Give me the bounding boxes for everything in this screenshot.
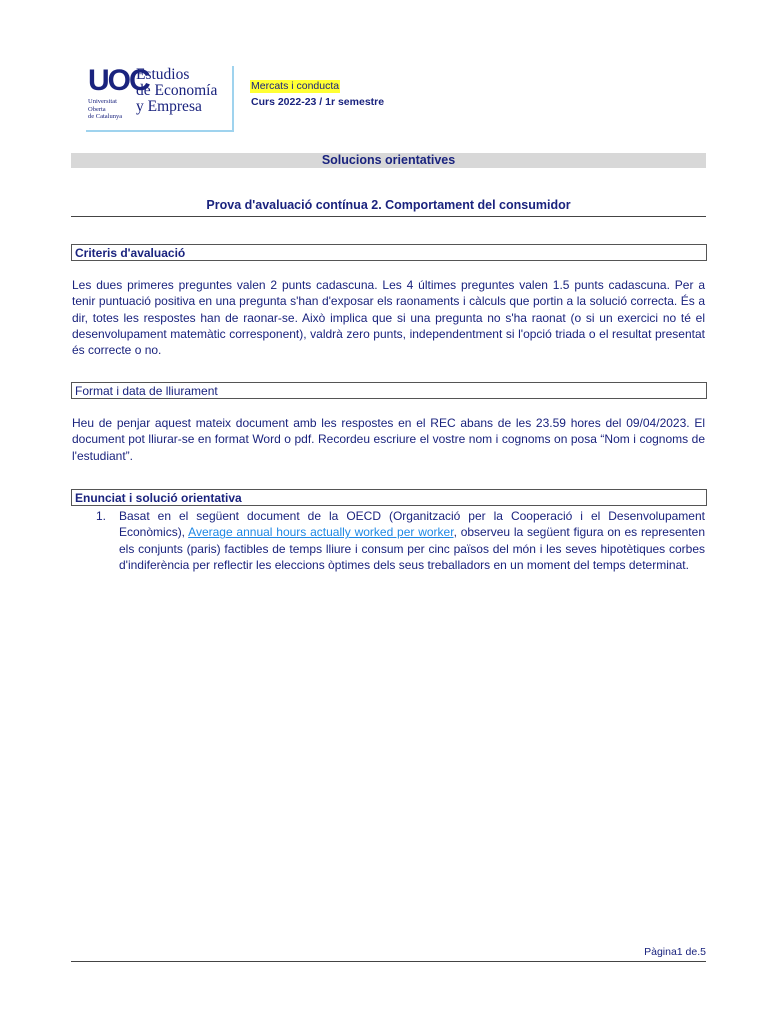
page-number: Pàgina1 de.5 [644,946,706,958]
criteria-heading: Criteris d'avaluació [71,244,707,261]
uoc-logo [86,66,234,132]
oecd-document-link[interactable]: Average annual hours actually worked per worker [188,525,454,540]
format-heading: Format i data de lliurament [71,382,707,399]
exam-title: Prova d'avaluació contínua 2. Comportament del consumidor [206,198,571,212]
format-text: Heu de penjar aquest mateix document amb les respostes en el REC abans de les 23.59 hores del 09/04/2023. El document pot lliurar-se en format Word o pdf. Recordeu escriure el vostre nom i cognoms on posa “Nom i cognoms de l'estudiant”. [72,416,705,463]
question-text: Basat en el següent document de la OECD (Organització per la Cooperació i el Desenvolupament Econòmics), Average annual hours actually worked per worker, observeu la següent figura on es representen els conjunts (paris) factibles de temps lliure i consum per cinc països del món i les seves hipotètiques corbes d'indiferència per reflectir les eleccions òptimes dels seus treballadors en un moment del temps determinat. [119,509,705,572]
title-divider [71,216,706,217]
course-name: Mercats i conducta [251,80,340,92]
question-number: 1. [96,509,107,523]
logo-university-name: Universitat Oberta de Catalunya [88,98,123,120]
logo-uoc-mark: UOC [88,64,149,97]
logo-faculty-name: Estudios de Economía y Empresa [136,66,218,115]
solutions-banner: Solucions orientatives [71,153,706,168]
statement-heading: Enunciat i solució orientativa [71,489,707,506]
course-year: Curs 2022-23 / 1r semestre [251,96,385,108]
criteria-text: Les dues primeres preguntes valen 2 punts cadascuna. Les 4 últimes preguntes valen 1.5 punts cadascuna. Per a tenir puntuació positiva en una pregunta s'han d'exposar els raonaments i càlculs que portin a la solució correcta. És a dir, totes les respostes han de raonar-se. Això implica que si una pregunta no s'ha raonat (o si un exercici no té el desenvolupament matemàtic corresponent), valdrà zero punts, independentment si l'opció triada o el resultat presentat és correcte o no. [72,278,705,358]
footer-divider [71,961,706,962]
